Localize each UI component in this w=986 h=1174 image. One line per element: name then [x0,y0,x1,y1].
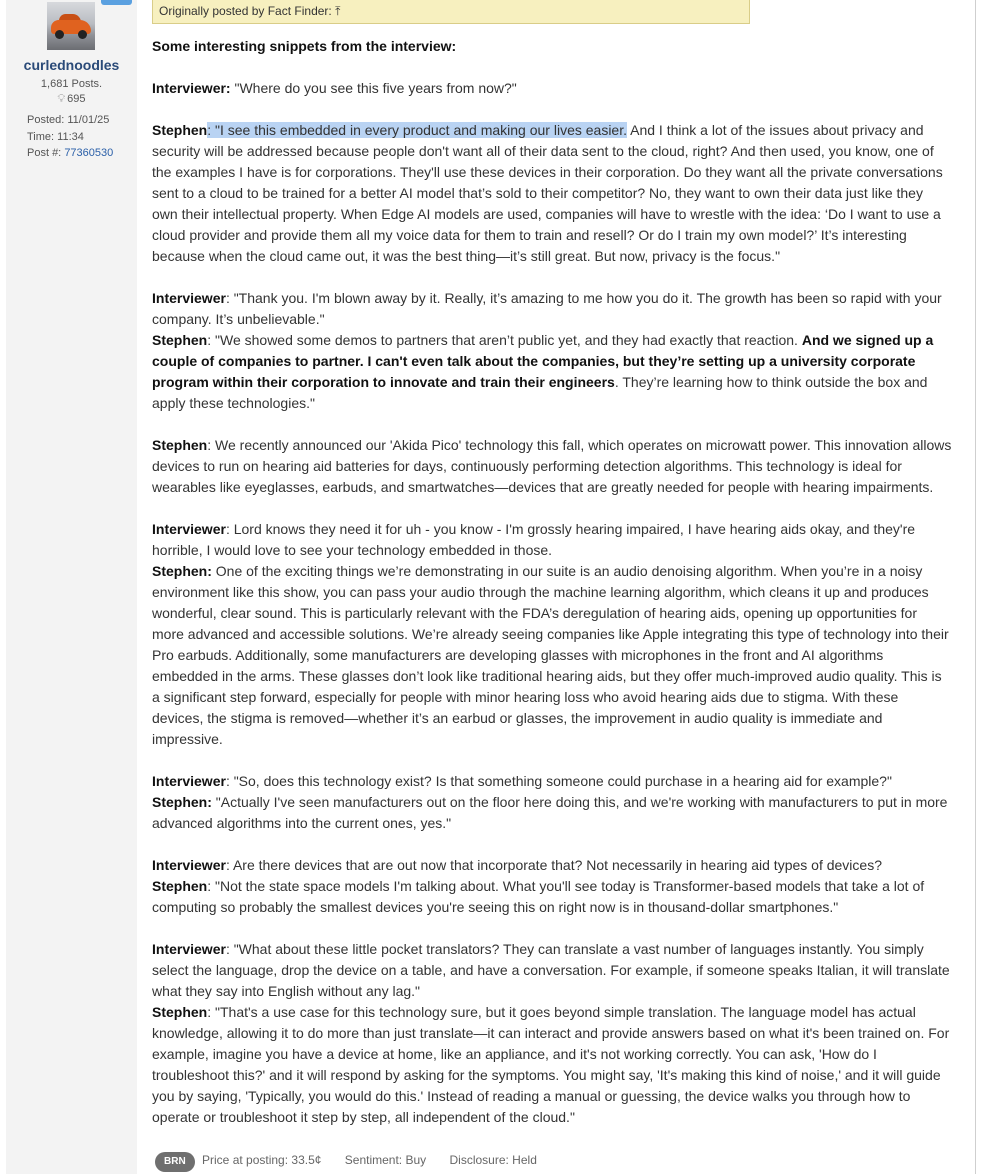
lightbulb-icon: 💡︎ [57,93,66,105]
posted-time: Time: 11:34 [27,131,84,143]
disclosure: Disclosure: Held [449,1153,537,1167]
paragraph-a2: Stephen: "We showed some demos to partners that aren’t public yet, and they had exactly that reaction. And we signed up a couple of companies to partner. I can't even talk about the companies, but they’re setting up a university corporate program within their corporation to innovate and train their engineers. They’re learning how to think outside the box and apply these technologies." [152,332,934,411]
price-at-posting: Price at posting: 33.5¢ [202,1153,322,1167]
paragraph-a6: Stephen: "Not the state space models I'm talking about. What you'll see today is Transformer-based models that take a lot of computing so probably the smallest devices you're seeing this on right now is in thousand-dollar smartphones." [152,878,925,915]
paragraph-a7: Stephen: "That's a use case for this technology sure, but it goes beyond simple translation. The language model has actual knowledge, allowing it to do more than just translate—it can interact and provide answers based on what it's been trained on. For example, imagine you have a device at home, like an appliance, and it's not working correctly. You can ask, 'How do I troubleshoot this?' and it will respond by asking for the symptoms. You might say, 'It's making this kind of noise,' and it will guide you by saying, 'Typically, you would do this.' Instead of reading a manual or guessing, the device walks you through how to operate or troubleshoot it step by step, all independent of the cloud." [152,1004,950,1125]
post-number: Post #: 77360530 [27,147,114,159]
quote-attribution: Originally posted by Fact Finder: [159,4,332,18]
paragraph-q6: Interviewer: Are there devices that are out now that incorporate that? Not necessarily in hearing aid types of devices? [152,857,882,873]
author-username[interactable]: curlednoodles [23,57,120,73]
author-reputation [6,93,137,106]
paragraph-a3: Stephen: We recently announced our 'Akida Pico' technology this fall, which operates on microwatt power. This innovation allows devices to run on hearing aid batteries for days, continuously performing detection algorithms. This technology is ideal for wearables like eyeglasses, earbuds, and smartwatches—devices that are greatly needed for people with hearing impairments. [152,437,952,495]
post-body [152,36,952,1128]
sentiment: Sentiment: Buy [344,1153,427,1167]
paragraph-q5: Interviewer: "So, does this technology exist? Is that something someone could purchase in a hearing aid for example?" [152,773,892,789]
avatar[interactable] [47,2,95,50]
paragraph-a5: Stephen: "Actually I've seen manufacturers out on the floor here doing this, and we're working with manufacturers to put in more advanced algorithms into the current ones, yes." [152,794,948,831]
blue-tab[interactable] [101,0,132,5]
quote-header [152,0,750,24]
jump-to-quote-icon[interactable]: ⤒ [335,4,341,18]
author-sidebar [6,0,137,1174]
paragraph-q7: Interviewer: "What about these little pocket translators? They can translate a vast number of languages instantly. You simply select the language, drop the device on a table, and have a conversation. For example, if someone speaks Italian, it will translate what they say into English without any lag." [152,941,950,999]
author-post-count: 1,681 Posts. [40,78,103,90]
paragraph-a4: Stephen: One of the exciting things we’re demonstrating in our suite is an audio denoising algorithm. When you’re in a noisy environment like this show, you can pass your audio through the machine learning algorithm, which cleans it up and produces wonderful, clear sound. This is particularly relevant with the FDA’s deregulation of hearing aids, opening up opportunities for more advanced and accessible solutions. We’re already seeing companies like Apple integrating this type of technology into their Pro earbuds. Additionally, some manufacturers are developing glasses with microphones in the front and AI algorithms embedded in the arms. These glasses don’t look like traditional hearing aids, but they offer much-improved audio quality. This is a significant step forward, especially for people with minor hearing loss who avoid hearing aids due to stigma. With these devices, the stigma is removed—whether it’s an earbud or glasses, the improvement in audio quality is immediate and impressive. [152,563,949,747]
reputation-value: 695 [67,93,86,105]
posted-date: Posted: 11/01/25 [27,114,110,126]
ticker-badge[interactable]: BRN [155,1152,195,1172]
paragraph-a1: Stephen: "I see this embedded in every product and making our lives easier. And I think a lot of the issues about privacy and security will be addressed because people don't want all of their data sent to the cloud, right? And then used, you know, one of the examples I have is for corporations. They'll use these devices in their corporation. Do they want all the private conversations sent to a cloud to be trained for a better AI model that’s sold to their competitor? No, they want to own their data just like they own their intellectual property. When Edge AI models are used, companies will have to wrestle with the idea: ‘Do I want to use a cloud provider and provide them all my voice data for them to train and resell? Or do I train my own model?’ It’s interesting because when the cloud came out, it was the best thing—it’s still great. But now, privacy is the focus." [152,122,943,264]
post-footer [155,1150,557,1172]
intro-line: Some interesting snippets from the interview: [152,38,457,54]
selected-text: : "I see this embedded in every product and making our lives easier. [207,122,627,138]
paragraph-q2: Interviewer: "Thank you. I'm blown away by it. Really, it’s amazing to me how you do it. The growth has been so rapid with your company. It’s unbelievable." [152,290,942,327]
paragraph-q1: Interviewer: "Where do you see this five years from now?" [152,80,517,96]
post-number-link[interactable]: 77360530 [64,147,114,159]
paragraph-q4: Interviewer: Lord knows they need it for uh - you know - I'm grossly hearing impaired, I have hearing aids okay, and they're horrible, I would love to see your technology embedded in those. [152,521,916,558]
